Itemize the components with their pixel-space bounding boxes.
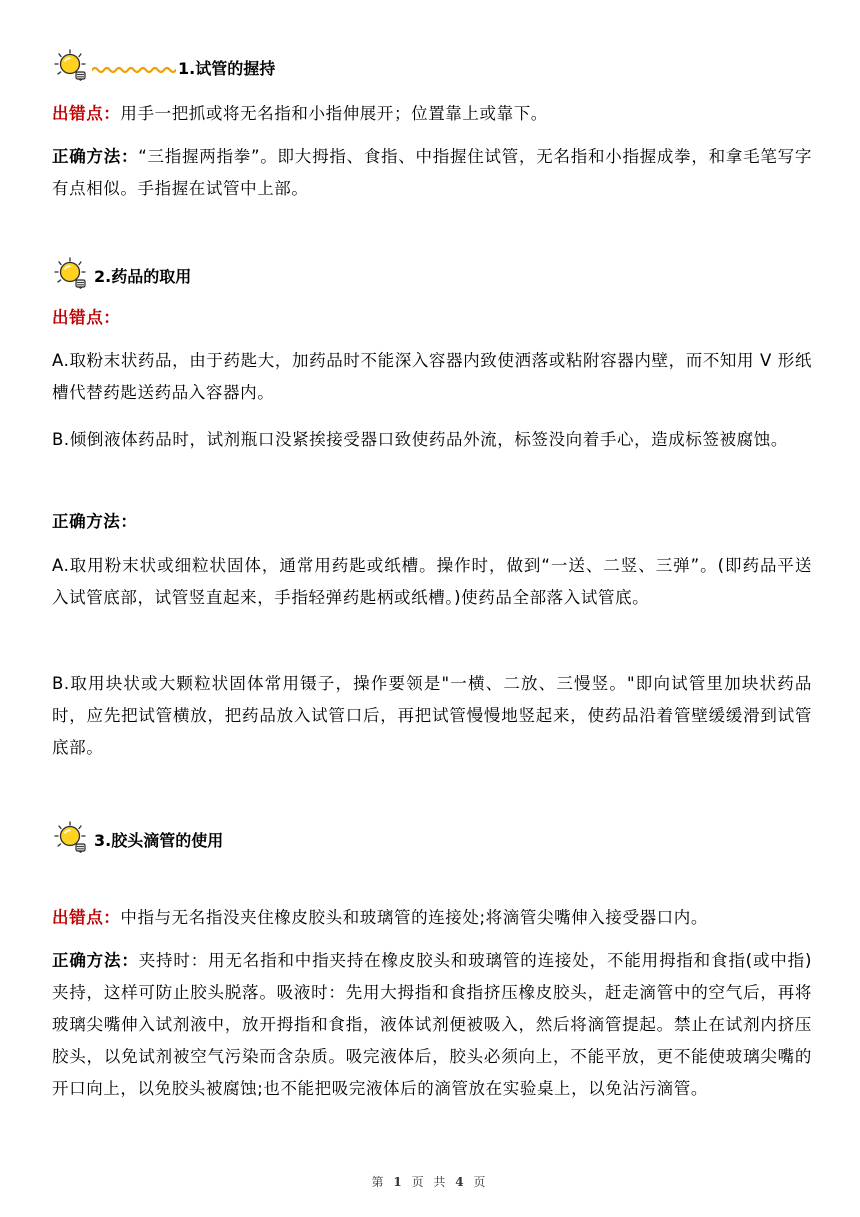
error-text: 用手一把抓或将无名指和小指伸展开；位置靠上或靠下。 bbox=[120, 104, 548, 123]
error-label: 出错点： bbox=[52, 908, 121, 927]
footer-middle: 页 共 bbox=[411, 1175, 449, 1189]
section-2-heading bbox=[52, 256, 191, 290]
section-3-title: 3.胶头滴管的使用 bbox=[94, 831, 224, 850]
section-2-title: 2.药品的取用 bbox=[94, 267, 192, 286]
wavy-underline-icon bbox=[92, 65, 176, 75]
page-number: 1 bbox=[393, 1175, 405, 1189]
page-total: 4 bbox=[455, 1175, 467, 1189]
section-2-correct-a: A.取用粉末状或细粒状固体，通常用药匙或纸槽。操作时，做到“一送、二竖、三弹”。(即药品平送入试管底部，试管竖直起来，手指轻弹药匙柄或纸槽。)使药品全部落入试管底。 bbox=[52, 556, 812, 607]
footer-suffix: 页 bbox=[473, 1175, 489, 1189]
section-1-title: 1.试管的握持 bbox=[178, 59, 276, 78]
section-1-correct bbox=[52, 141, 812, 205]
sun-bulb-icon bbox=[52, 256, 92, 290]
section-3-correct bbox=[52, 945, 812, 1105]
section-2-correct-label-line bbox=[52, 506, 812, 538]
section-2-error-label-line bbox=[52, 302, 812, 334]
error-text: 中指与无名指没夹住橡皮胶头和玻璃管的连接处;将滴管尖嘴伸入接受器口内。 bbox=[120, 908, 708, 927]
correct-label: 正确方法： bbox=[52, 147, 139, 166]
sun-bulb-icon bbox=[52, 48, 92, 82]
section-3-error bbox=[52, 902, 812, 934]
page-footer bbox=[0, 1173, 860, 1190]
error-label: 出错点： bbox=[52, 104, 121, 123]
sun-bulb-icon bbox=[52, 820, 92, 854]
section-2-error-a: A.取粉末状药品，由于药匙大，加药品时不能深入容器内致使洒落或粘附容器内壁，而不知用 V 形纸槽代替药匙送药品入容器内。 bbox=[52, 351, 813, 402]
section-2-error-b: B.倾倒液体药品时，试剂瓶口没紧挨接受器口致使药品外流，标签没向着手心，造成标签被腐蚀。 bbox=[52, 430, 788, 449]
section-2-correct-b: B.取用块状或大颗粒状固体常用镊子，操作要领是"一横、二放、三慢竖。"即向试管里加块状药品时，应先把试管横放，把药品放入试管口后，再把试管慢慢地竖起来，使药品沿着管壁缓缓滑到试管底部。 bbox=[52, 674, 812, 757]
correct-label: 正确方法： bbox=[52, 512, 138, 531]
section-1-heading bbox=[52, 48, 275, 82]
error-label: 出错点： bbox=[52, 308, 121, 327]
section-1-error bbox=[52, 98, 812, 130]
section-3-heading bbox=[52, 820, 223, 854]
footer-prefix: 第 bbox=[371, 1175, 387, 1189]
correct-text: 夹持时：用无名指和中指夹持在橡皮胶头和玻璃管的连接处，不能用拇指和食指(或中指)夹持，这样可防止胶头脱落。吸液时：先用大拇指和食指挤压橡皮胶头，赶走滴管中的空气后，再将玻璃尖嘴伸入试剂液中，放开拇指和食指，液体试剂便被吸入，然后将滴管提起。禁止在试剂内挤压胶头，以免试剂被空气污染而含杂质。吸完液体后，胶头必须向上，不能平放，更不能使玻璃尖嘴的开口向上，以免胶头被腐蚀;也不能把吸完液体后的滴管放在实验桌上，以免沾污滴管。 bbox=[52, 951, 813, 1098]
correct-text: “三指握两指拳”。即大拇指、食指、中指握住试管，无名指和小指握成拳，和拿毛笔写字有点相似。手指握在试管中上部。 bbox=[52, 147, 812, 198]
correct-label: 正确方法： bbox=[52, 951, 139, 970]
